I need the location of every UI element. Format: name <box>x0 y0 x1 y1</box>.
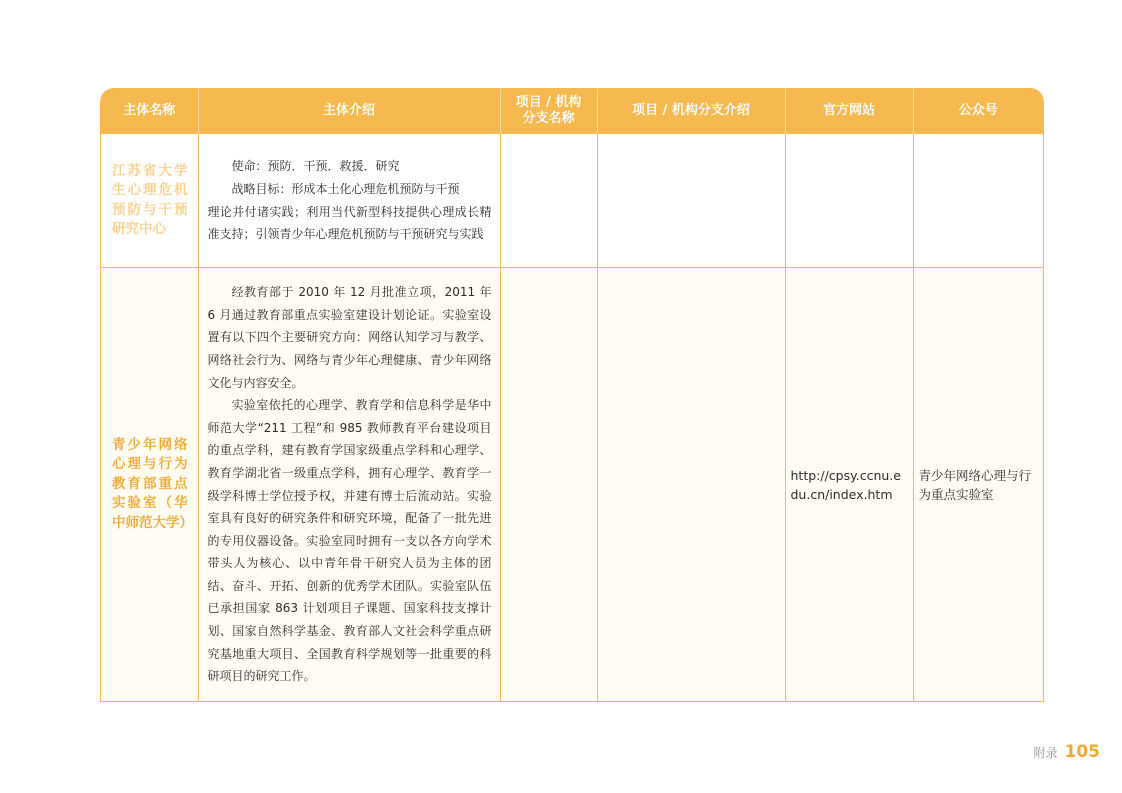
official-website-link[interactable]: http://cpsy.ccnu.edu.cn/index.htm <box>785 268 913 702</box>
header-entity-intro: 主体介绍 <box>198 89 500 134</box>
header-entity-name: 主体名称 <box>101 89 198 134</box>
table-header-row <box>101 89 1043 134</box>
intro-paragraph: 战略目标：形成本土化心理危机预防与干预 <box>231 181 460 196</box>
header-wechat: 公众号 <box>913 89 1043 134</box>
entity-name: 青少年网络心理与行为教育部重点实验室（华中师范大学） <box>101 268 198 702</box>
table-row <box>101 134 1043 268</box>
header-branch-name: 项目 / 机构 分支名称 <box>500 89 597 134</box>
wechat-account: 青少年网络心理与行为重点实验室 <box>913 268 1043 702</box>
section-label: 附录 <box>1033 746 1058 760</box>
page-footer <box>1033 742 1100 762</box>
directory-table-grid <box>101 89 1043 701</box>
entity-intro <box>198 134 500 268</box>
wechat-account <box>913 134 1043 268</box>
intro-paragraph: 实验室依托的心理学、教育学和信息科学是华中师范大学“211 工程”和 985 教师教育平台建设项目的重点学科，建有教育学国家级重点学科和心理学、教育学湖北省一级重点学科，拥有心理学、教育学一级学科博士学位授予权，并建有博士后流动站。实验室具有良好的研究条件和研究环境，配备了一批先进的专用仪器设备。实验室同时拥有一支以各方向学术带头人为核心、以中青年骨干研究人员为主体的团结、奋斗、开拓、创新的优秀学术团队。实验室队伍已承担国家 863 计划项目子课题、国家科技支撑计划、国家自然科学基金、教育部人文社会科学重点研究基地重大项目、全国教育科学规划等一批重要的科研项目的研究工作。 <box>207 398 492 684</box>
branch-intro <box>597 268 785 702</box>
intro-paragraph: 经教育部于 2010 年 12 月批准立项，2011 年 6 月通过教育部重点实验室建设计划论证。实验室设置有以下四个主要研究方向：网络认知学习与教学、网络社会行为、网络与青少年心理健康、青少年网络文化与内容安全。 <box>207 285 492 390</box>
header-branch-intro: 项目 / 机构分支介绍 <box>597 89 785 134</box>
directory-table <box>100 88 1044 702</box>
intro-paragraph: 理论并付诸实践；利用当代新型科技提供心理成长精准支持；引领青少年心理危机预防与干预研究与实践 <box>207 204 492 242</box>
official-website <box>785 134 913 268</box>
branch-intro <box>597 134 785 268</box>
entity-intro <box>198 268 500 702</box>
branch-name <box>500 268 597 702</box>
intro-paragraph: 使命：预防．干预．救援．研究 <box>231 159 400 174</box>
table-row <box>101 268 1043 702</box>
header-website: 官方网站 <box>785 89 913 134</box>
page-number: 105 <box>1064 742 1100 762</box>
branch-name <box>500 134 597 268</box>
entity-name: 江苏省大学生心理危机预防与干预研究中心 <box>101 134 198 268</box>
